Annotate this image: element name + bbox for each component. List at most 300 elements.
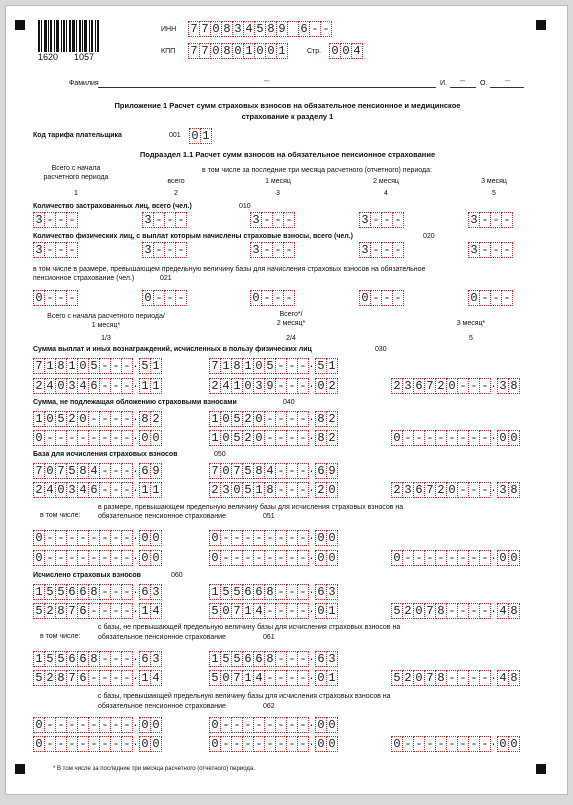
row062-line1-col2-int-cell: - xyxy=(297,717,309,733)
surname-label: Фамилия xyxy=(69,80,99,87)
row062-line2-col3-int-cell: - xyxy=(479,736,491,752)
row060-line2-col1[interactable] xyxy=(33,603,161,619)
row030-line2-col3-dec-cell: 3 xyxy=(497,378,509,394)
row060-line1-col1-int-cell: - xyxy=(121,584,133,600)
tariff-field[interactable] xyxy=(189,128,211,144)
row040-line1-col2-dec-cell: 8 xyxy=(315,411,327,427)
row051-code: 051 xyxy=(263,513,275,520)
row020-col5-cell: - xyxy=(490,242,502,258)
row051-line1-col1-int-cell: - xyxy=(66,530,78,546)
row060-line1-col2[interactable] xyxy=(209,584,337,600)
row051-line1-col1-dec-cell: 0 xyxy=(139,530,151,546)
row021-col3-cell: 0 xyxy=(250,290,262,306)
row051-line2-col1-int-cell: - xyxy=(66,550,78,566)
row020-col2-cell: - xyxy=(164,242,176,258)
row051-line1-col2-int-cell: - xyxy=(297,530,309,546)
row050-line2-col3-int-cell: - xyxy=(457,482,469,498)
row010-col1-cell: - xyxy=(44,212,56,228)
row040-line1-col1-int-cell: 2 xyxy=(66,411,78,427)
page-label: Стр. xyxy=(307,48,322,55)
row061-line2-col3-int-cell: - xyxy=(468,670,480,686)
row061-line2-col2[interactable] xyxy=(209,670,337,686)
row030-line2-col1-dec-cell: 1 xyxy=(139,378,151,394)
row040-line2-col2-int-cell: 2 xyxy=(242,430,254,446)
page-number-field[interactable] xyxy=(329,43,362,59)
row030-line1-col1-int-cell: 5 xyxy=(88,358,100,374)
tariff-label: Код тарифа плательщика xyxy=(33,132,122,139)
row050-line1-col1-int-cell: 7 xyxy=(33,463,45,479)
row010-col3[interactable] xyxy=(250,212,294,228)
row040-line2-col1-int-cell: - xyxy=(121,430,133,446)
row061-line1-col1-decimal-point: . xyxy=(132,653,139,664)
page-cell: 4 xyxy=(351,43,363,59)
row050-line2-col2-int-cell: 3 xyxy=(220,482,232,498)
row062-line2-col1-int-cell: - xyxy=(121,736,133,752)
row010-col5-cell: 3 xyxy=(468,212,480,228)
row030-line2-col3-int-cell: 3 xyxy=(402,378,414,394)
row040-line2-col2[interactable] xyxy=(209,430,337,446)
row040-line2-col1-int-cell: - xyxy=(44,430,56,446)
row060-line2-col2-int-cell: 0 xyxy=(220,603,232,619)
row060-line2-col2-dec-cell: 1 xyxy=(326,603,338,619)
inn-field[interactable] xyxy=(188,21,331,37)
row030-line2-col3-int-cell: 7 xyxy=(424,378,436,394)
row030-line2-col1[interactable] xyxy=(33,378,161,394)
tariff-cell: 1 xyxy=(200,128,212,144)
row010-label: Количество застрахованных лиц, всего (чел.) xyxy=(33,203,192,210)
row030-line2-col3[interactable] xyxy=(391,378,519,394)
row061-line2-col3[interactable] xyxy=(391,670,519,686)
row020-col3-cell: 3 xyxy=(250,242,262,258)
form-page xyxy=(5,5,568,795)
row051-prefix: в том числе: xyxy=(40,512,81,519)
row020-col1[interactable] xyxy=(33,242,77,258)
row060-line2-col3-int-cell: 5 xyxy=(391,603,403,619)
row051-line1-col1-dec-cell: 0 xyxy=(150,530,162,546)
row051-line1-col2-int-cell: - xyxy=(220,530,232,546)
row051-line1-col1-int-cell: - xyxy=(88,530,100,546)
col-num-3: 3 xyxy=(276,190,280,197)
row061-line1-col1-dec-cell: 3 xyxy=(150,651,162,667)
row050-line1-col1-int-cell: 8 xyxy=(77,463,89,479)
row061-line2-col2-dec-cell: 0 xyxy=(315,670,327,686)
col2-num-13: 1/3 xyxy=(101,335,111,342)
row020-col4[interactable] xyxy=(359,242,403,258)
row051-line2-col2-int-cell: - xyxy=(286,550,298,566)
row030-line1-col2[interactable] xyxy=(209,358,337,374)
row051-line2-col3-int-cell: - xyxy=(479,550,491,566)
row051-line2-col2-int-cell: 0 xyxy=(209,550,221,566)
row051-line2-col3-int-cell: - xyxy=(446,550,458,566)
row030-line2-col1-int-cell: - xyxy=(121,378,133,394)
row061-line2-col2-int-cell: 4 xyxy=(253,670,265,686)
row060-line2-col2-int-cell: - xyxy=(286,603,298,619)
surname-value[interactable]: – xyxy=(264,75,270,85)
row062-label-line2: обязательное пенсионное страхование xyxy=(98,703,226,710)
row050-line2-col2-int-cell: - xyxy=(297,482,309,498)
row051-line2-col3-dec-cell: 0 xyxy=(497,550,509,566)
row030-line2-col3-int-cell: 2 xyxy=(435,378,447,394)
row040-line2-col3-int-cell: - xyxy=(424,430,436,446)
row060-line1-col2-int-cell: 5 xyxy=(220,584,232,600)
row010-col2-cell: - xyxy=(164,212,176,228)
initial-o-value[interactable]: – xyxy=(505,75,511,85)
kpp-cell: 1 xyxy=(243,43,255,59)
col2-month3: 3 месяц* xyxy=(456,320,486,327)
row060-label: Исчислено страховых взносов xyxy=(33,572,141,579)
row061-line1-col2-dec-cell: 6 xyxy=(315,651,327,667)
row061-line1-col2-dec-cell: 3 xyxy=(326,651,338,667)
col2-month2: 2 месяц* xyxy=(276,320,306,327)
kpp-cell: 8 xyxy=(221,43,233,59)
row051-line2-col2-dec-cell: 0 xyxy=(315,550,327,566)
inn-cell: - xyxy=(320,21,332,37)
row030-line2-col1-int-cell: 0 xyxy=(55,378,67,394)
row060-line2-col2-int-cell: - xyxy=(297,603,309,619)
row060-line1-col2-int-cell: 6 xyxy=(253,584,265,600)
row030-line2-col1-int-cell: 4 xyxy=(44,378,56,394)
row030-line2-col2-int-cell: 0 xyxy=(242,378,254,394)
row050-line2-col1-int-cell: 4 xyxy=(44,482,56,498)
row030-line2-col3-int-cell: 2 xyxy=(391,378,403,394)
row062-line1-col2-int-cell: - xyxy=(253,717,265,733)
row060-line2-col3-int-cell: - xyxy=(479,603,491,619)
barcode-number-right: 1057 xyxy=(74,52,95,62)
row060-code: 060 xyxy=(171,572,183,579)
row062-line1-col2-int-cell: - xyxy=(275,717,287,733)
row040-line1-col2-int-cell: 2 xyxy=(242,411,254,427)
row040-line2-col3[interactable] xyxy=(391,430,519,446)
row051-line1-col1[interactable] xyxy=(33,530,161,546)
row061-line2-col3-int-cell: 0 xyxy=(413,670,425,686)
row060-line1-col2-int-cell: 8 xyxy=(264,584,276,600)
row021-col4-cell: 0 xyxy=(359,290,371,306)
row010-col1-cell: - xyxy=(66,212,78,228)
row050-line2-col3-dec-cell: 3 xyxy=(497,482,509,498)
col2-since-start: Всего с начала расчетного периода/ xyxy=(47,313,165,320)
row020-code: 020 xyxy=(423,233,435,240)
row021-col4[interactable] xyxy=(359,290,403,306)
kpp-cell: 7 xyxy=(199,43,211,59)
row061-line2-col1-int-cell: 6 xyxy=(77,670,89,686)
row040-line1-col2-int-cell: - xyxy=(275,411,287,427)
row061-line2-col3-int-cell: - xyxy=(446,670,458,686)
row010-col1[interactable] xyxy=(33,212,77,228)
col-num-4: 4 xyxy=(384,190,388,197)
row060-line1-col1-int-cell: 8 xyxy=(88,584,100,600)
row050-line1-col1-int-cell: 4 xyxy=(88,463,100,479)
corner-marker-top-left xyxy=(15,20,25,30)
row050-line1-col1-int-cell: - xyxy=(121,463,133,479)
row062-line2-col1-int-cell: - xyxy=(99,736,111,752)
row062-line2-col3[interactable] xyxy=(391,736,519,752)
row061-line1-col1-int-cell: 6 xyxy=(66,651,78,667)
row051-line2-col1[interactable] xyxy=(33,550,161,566)
row021-col2[interactable] xyxy=(142,290,186,306)
row021-col2-cell: 0 xyxy=(142,290,154,306)
row061-line1-col2[interactable] xyxy=(209,651,337,667)
row020-col4-cell: - xyxy=(381,242,393,258)
row050-line1-col1-int-cell: 7 xyxy=(55,463,67,479)
row021-col3-cell: - xyxy=(261,290,273,306)
row010-col3-cell: 3 xyxy=(250,212,262,228)
row051-line1-col2-int-cell: 0 xyxy=(209,530,221,546)
row061-line2-col1-int-cell: 2 xyxy=(44,670,56,686)
row062-line2-col1-int-cell: - xyxy=(88,736,100,752)
row062-line2-col3-int-cell: - xyxy=(413,736,425,752)
row061-line2-col2-int-cell: 0 xyxy=(220,670,232,686)
row051-line2-col1-int-cell: - xyxy=(55,550,67,566)
row030-label: Сумма выплат и иных вознаграждений, исчисленных в пользу физических лиц xyxy=(33,346,312,353)
row062-line2-col1-decimal-point: . xyxy=(132,738,139,749)
row060-line2-col2-int-cell: 5 xyxy=(209,603,221,619)
row020-col2[interactable] xyxy=(142,242,186,258)
row060-line2-col1-int-cell: - xyxy=(121,603,133,619)
row060-line2-col3-int-cell: 8 xyxy=(435,603,447,619)
row061-line2-col2-int-cell: 1 xyxy=(242,670,254,686)
row062-line2-col2[interactable] xyxy=(209,736,337,752)
row060-line1-col1[interactable] xyxy=(33,584,161,600)
row062-line2-col1-int-cell: - xyxy=(110,736,122,752)
row010-col3-cell: - xyxy=(261,212,273,228)
row060-line1-col2-int-cell: - xyxy=(286,584,298,600)
row050-line1-col1[interactable] xyxy=(33,463,161,479)
row060-line2-col2[interactable] xyxy=(209,603,337,619)
corner-marker-bottom-left xyxy=(15,764,25,774)
row021-col3[interactable] xyxy=(250,290,294,306)
row051-line1-col1-decimal-point: . xyxy=(132,532,139,543)
row060-line2-col3-decimal-point: . xyxy=(490,605,497,616)
row050-line1-col2-int-cell: - xyxy=(286,463,298,479)
row040-line1-col1-int-cell: - xyxy=(99,411,111,427)
inn-cell: 3 xyxy=(232,21,244,37)
row062-line2-col2-int-cell: 0 xyxy=(209,736,221,752)
row040-line1-col1-int-cell: 0 xyxy=(77,411,89,427)
row061-line2-col3-decimal-point: . xyxy=(490,672,497,683)
row010-col4[interactable] xyxy=(359,212,403,228)
row061-line2-col1-int-cell: 8 xyxy=(55,670,67,686)
row020-col4-cell: - xyxy=(370,242,382,258)
row021-col5[interactable] xyxy=(468,290,512,306)
row020-label: Количество физических лиц, с выплат которым начислены страховые взносы, всего (чел.) xyxy=(33,233,353,240)
inn-cell: 6 xyxy=(298,21,310,37)
row040-line1-col2-decimal-point: . xyxy=(308,413,315,424)
row050-line2-col1-dec-cell: 1 xyxy=(150,482,162,498)
row030-line2-col1-int-cell: 2 xyxy=(33,378,45,394)
row062-line2-col2-int-cell: - xyxy=(264,736,276,752)
row060-line2-col1-int-cell: - xyxy=(88,603,100,619)
subsection-title: Подраздел 1.1 Расчет сумм взносов на обязательное пенсионное страхование xyxy=(139,150,436,159)
row010-col2[interactable] xyxy=(142,212,186,228)
row030-line2-col3-decimal-point: . xyxy=(490,380,497,391)
row050-line2-col2-int-cell: 8 xyxy=(264,482,276,498)
row051-line1-col2[interactable] xyxy=(209,530,337,546)
row050-line2-col1-int-cell: 2 xyxy=(33,482,45,498)
row050-line1-col2-decimal-point: . xyxy=(308,465,315,476)
row021-col5-cell: - xyxy=(479,290,491,306)
row051-line2-col3-decimal-point: . xyxy=(490,552,497,563)
kpp-field[interactable] xyxy=(188,43,287,59)
row030-line1-col1-decimal-point: . xyxy=(132,360,139,371)
row040-line1-col2-int-cell: 0 xyxy=(253,411,265,427)
row051-line1-col1-int-cell: - xyxy=(121,530,133,546)
row030-line2-col2-int-cell: 1 xyxy=(231,378,243,394)
row062-line1-col2[interactable] xyxy=(209,717,337,733)
row030-line1-col1[interactable] xyxy=(33,358,161,374)
row040-line1-col1-int-cell: - xyxy=(110,411,122,427)
row050-line2-col2[interactable] xyxy=(209,482,337,498)
row060-line2-col1-int-cell: 8 xyxy=(55,603,67,619)
corner-marker-bottom-right xyxy=(536,764,546,774)
row050-line1-col2-int-cell: 5 xyxy=(242,463,254,479)
row051-line2-col3-int-cell: - xyxy=(435,550,447,566)
row062-line1-col1-int-cell: - xyxy=(110,717,122,733)
initial-o-label: О. xyxy=(480,80,488,87)
initial-i-value[interactable]: – xyxy=(460,75,466,85)
row040-line1-col1[interactable] xyxy=(33,411,161,427)
inn-cell: 9 xyxy=(276,21,288,37)
row061-label-line1: с базы, не превышающей предельную величину базы для исчисления страховых взносов на xyxy=(98,624,401,631)
row062-line2-col1-int-cell: - xyxy=(55,736,67,752)
row030-line1-col2-int-cell: - xyxy=(297,358,309,374)
row051-line2-col3-int-cell: - xyxy=(457,550,469,566)
row040-line1-col1-int-cell: 1 xyxy=(33,411,45,427)
row062-line2-col2-int-cell: - xyxy=(253,736,265,752)
row010-col1-cell: - xyxy=(55,212,67,228)
row040-line2-col3-decimal-point: . xyxy=(490,432,497,443)
col-last3-header: в том числе за последние три месяца расчетного (отчетного) периода: xyxy=(202,167,432,174)
row030-line2-col2[interactable] xyxy=(209,378,337,394)
row062-line2-col1-int-cell: - xyxy=(77,736,89,752)
row050-line1-col1-decimal-point: . xyxy=(132,465,139,476)
row061-line2-col1-int-cell: 7 xyxy=(66,670,78,686)
row060-line2-col1-decimal-point: . xyxy=(132,605,139,616)
row020-col5[interactable] xyxy=(468,242,512,258)
row061-line1-col2-int-cell: 5 xyxy=(231,651,243,667)
col-num-5: 5 xyxy=(492,190,496,197)
row050-line2-col3-dec-cell: 8 xyxy=(508,482,520,498)
row051-line2-col2-decimal-point: . xyxy=(308,552,315,563)
row030-line2-col3-int-cell: 6 xyxy=(413,378,425,394)
row051-line2-col3-int-cell: - xyxy=(468,550,480,566)
row040-line2-col1[interactable] xyxy=(33,430,161,446)
row050-line2-col3[interactable] xyxy=(391,482,519,498)
row050-line2-col2-int-cell: 0 xyxy=(231,482,243,498)
row061-line2-col3-int-cell: 5 xyxy=(391,670,403,686)
row060-line2-col3-int-cell: - xyxy=(446,603,458,619)
row051-line2-col3-int-cell: - xyxy=(413,550,425,566)
row062-line1-col2-int-cell: 0 xyxy=(209,717,221,733)
col-since-start-2: расчетного периода xyxy=(43,174,109,181)
row060-line1-col1-int-cell: 5 xyxy=(55,584,67,600)
row050-line2-col1-int-cell: - xyxy=(121,482,133,498)
row061-line2-col1-dec-cell: 4 xyxy=(150,670,162,686)
row040-line2-col1-decimal-point: . xyxy=(132,432,139,443)
inn-cell: 5 xyxy=(254,21,266,37)
row021-col1[interactable] xyxy=(33,290,77,306)
row062-line1-col2-int-cell: - xyxy=(231,717,243,733)
row030-line2-col1-decimal-point: . xyxy=(132,380,139,391)
row021-col1-cell: - xyxy=(66,290,78,306)
row050-line2-col1-int-cell: 6 xyxy=(88,482,100,498)
row030-line2-col2-dec-cell: 2 xyxy=(326,378,338,394)
row020-col2-cell: 3 xyxy=(142,242,154,258)
row060-line1-col2-dec-cell: 6 xyxy=(315,584,327,600)
row030-line2-col3-int-cell: - xyxy=(468,378,480,394)
row051-line1-col2-int-cell: - xyxy=(253,530,265,546)
row040-line2-col2-int-cell: - xyxy=(275,430,287,446)
row060-line2-col1-int-cell: - xyxy=(99,603,111,619)
col-since-start-1: Всего с начала xyxy=(51,165,101,172)
row051-line1-col2-dec-cell: 0 xyxy=(315,530,327,546)
row051-line2-col1-int-cell: - xyxy=(121,550,133,566)
row040-line2-col1-int-cell: - xyxy=(110,430,122,446)
row062-line1-col2-int-cell: - xyxy=(264,717,276,733)
row050-line2-col1-int-cell: 4 xyxy=(77,482,89,498)
inn-cell: 8 xyxy=(265,21,277,37)
row061-line1-col1[interactable] xyxy=(33,651,161,667)
row062-line1-col1[interactable] xyxy=(33,717,161,733)
row040-line2-col1-int-cell: - xyxy=(77,430,89,446)
row050-line2-col1[interactable] xyxy=(33,482,161,498)
col-num-1: 1 xyxy=(74,190,78,197)
row010-col5-cell: - xyxy=(479,212,491,228)
row061-line2-col1[interactable] xyxy=(33,670,161,686)
row021-code: 021 xyxy=(160,275,172,282)
kpp-cell: 0 xyxy=(232,43,244,59)
row050-line1-col2[interactable] xyxy=(209,463,337,479)
row051-line1-col2-int-cell: - xyxy=(275,530,287,546)
row040-line2-col3-int-cell: - xyxy=(457,430,469,446)
row050-line2-col1-int-cell: 3 xyxy=(66,482,78,498)
row021-col1-cell: - xyxy=(55,290,67,306)
row010-col5[interactable] xyxy=(468,212,512,228)
initial-i-underline xyxy=(450,87,476,88)
row050-line2-col1-dec-cell: 1 xyxy=(139,482,151,498)
row062-line2-col1-int-cell: - xyxy=(66,736,78,752)
row050-line2-col2-int-cell: 2 xyxy=(209,482,221,498)
row030-line1-col2-int-cell: 1 xyxy=(242,358,254,374)
row030-line1-col2-dec-cell: 1 xyxy=(326,358,338,374)
row060-line2-col3-int-cell: 2 xyxy=(402,603,414,619)
row060-line2-col1-dec-cell: 4 xyxy=(150,603,162,619)
row061-line1-col2-int-cell: 5 xyxy=(220,651,232,667)
row061-line1-col1-int-cell: 5 xyxy=(55,651,67,667)
row062-line2-col2-decimal-point: . xyxy=(308,738,315,749)
inn-cell: 7 xyxy=(199,21,211,37)
row010-col5-cell: - xyxy=(501,212,513,228)
row061-line1-col1-dec-cell: 6 xyxy=(139,651,151,667)
row020-col3[interactable] xyxy=(250,242,294,258)
row051-line2-col1-int-cell: - xyxy=(110,550,122,566)
row060-line2-col2-dec-cell: 0 xyxy=(315,603,327,619)
row050-line1-col2-dec-cell: 6 xyxy=(315,463,327,479)
row050-line1-col2-int-cell: - xyxy=(297,463,309,479)
row060-line2-col3[interactable] xyxy=(391,603,519,619)
row030-line2-col2-int-cell: 9 xyxy=(264,378,276,394)
row051-line2-col3[interactable] xyxy=(391,550,519,566)
row062-line2-col3-int-cell: 0 xyxy=(391,736,403,752)
row050-line2-col2-decimal-point: . xyxy=(308,484,315,495)
row040-line2-col1-dec-cell: 0 xyxy=(139,430,151,446)
row051-line2-col2[interactable] xyxy=(209,550,337,566)
row060-line1-col1-int-cell: - xyxy=(99,584,111,600)
row062-line1-col1-int-cell: - xyxy=(121,717,133,733)
row040-line1-col2[interactable] xyxy=(209,411,337,427)
row061-line1-col1-int-cell: 5 xyxy=(44,651,56,667)
row062-line2-col1[interactable] xyxy=(33,736,161,752)
row061-line2-col3-int-cell: 7 xyxy=(424,670,436,686)
